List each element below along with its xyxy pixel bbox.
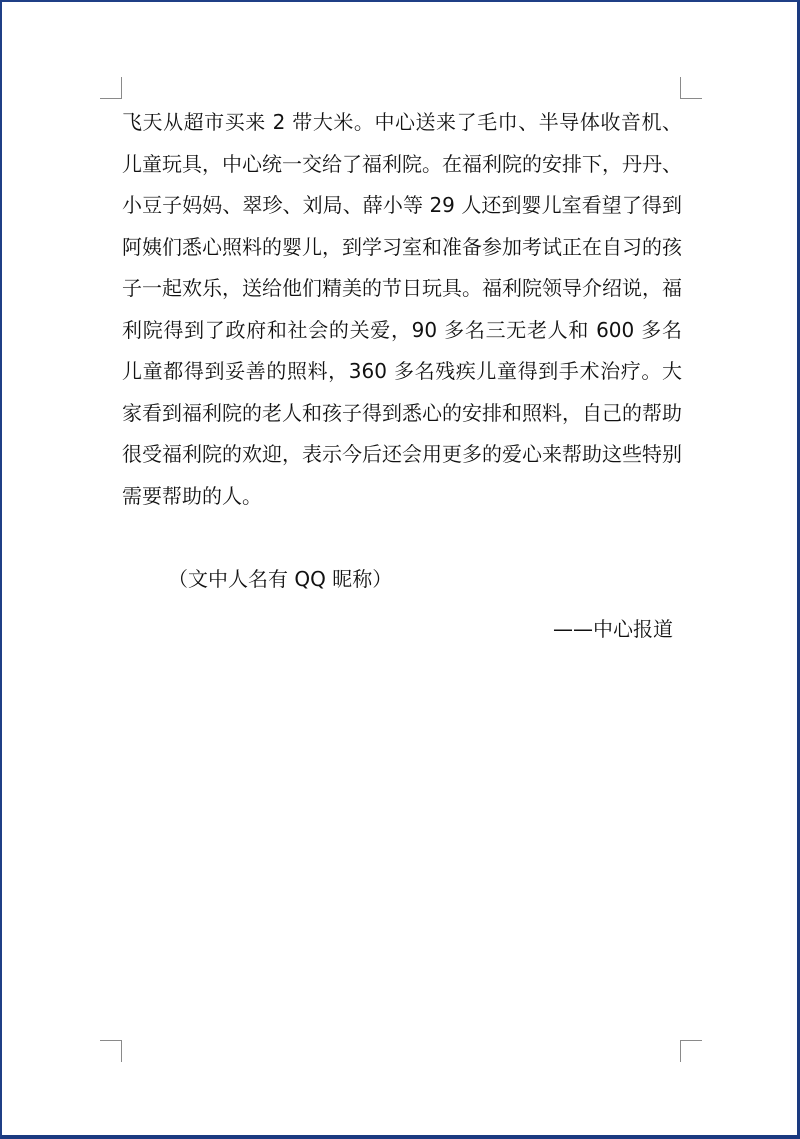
body-paragraph: 飞天从超市买来 2 带大米。中心送来了毛巾、半导体收音机、儿童玩具，中心统一交给了福利院。在福利院的安排下，丹丹、小豆子妈妈、翠珍、刘局、薛小等 29 人还到婴儿室看望了得到阿姨们悉心照料的婴儿，到学习室和准备参加考试正在自习的孩子一起欢乐，送给他们精美的节日玩具。福利院领导介绍说，福利院得到了政府和社会的关爱，90 多名三无老人和 600 多名儿童都得到妥善的照料，360 多名残疾儿童得到手术治疗。大家看到福利院的老人和孩子得到悉心的安排和照料，自己的帮助很受福利院的欢迎，表示今后还会用更多的爱心来帮助这些特别需要帮助的人。	[122, 110, 682, 508]
margin-corner-bottom-right	[680, 1040, 702, 1062]
margin-corner-top-left	[100, 77, 122, 99]
margin-corner-bottom-left	[100, 1040, 122, 1062]
report-signature: ——中心报道	[553, 617, 673, 641]
margin-corner-top-right	[680, 77, 702, 99]
name-note: （文中人名有 QQ 昵称）	[168, 567, 393, 591]
